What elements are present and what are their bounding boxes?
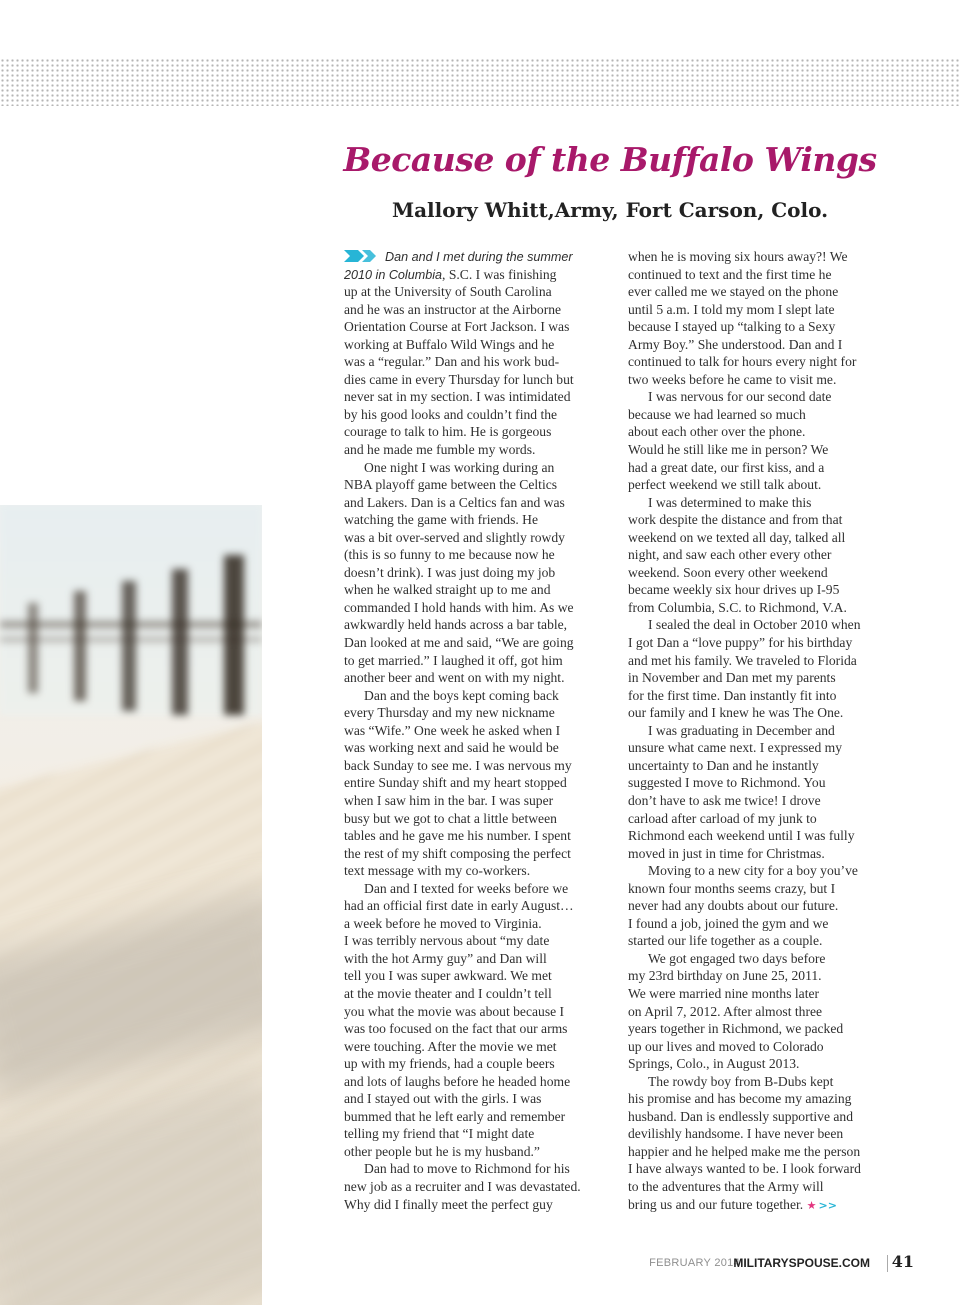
lead-line-2-rest: , S.C. I was finishing: [442, 266, 557, 282]
text-line: I sealed the deal in October 2010 when: [648, 617, 861, 633]
text-line: We got engaged two days before: [648, 950, 826, 966]
text-line: busy but we got to chat a little between: [344, 810, 557, 826]
text-line: you what the movie was about because I: [344, 1003, 565, 1019]
text-line: back Sunday to see me. I was nervous my: [344, 757, 572, 773]
article-column-2: [628, 248, 876, 1213]
text-line: every Thursday and my new nickname: [344, 705, 555, 721]
text-line: perfect weekend we still talk about.: [628, 477, 822, 493]
lead-in-text: Dan and I met during the summer: [385, 250, 573, 264]
text-line: and he made me fumble my words.: [344, 442, 536, 458]
arrow-icon: [344, 249, 382, 263]
text-line: a week before he moved to Virginia.: [344, 915, 542, 931]
article-column-1: [344, 248, 592, 1213]
article-byline: Mallory Whitt,Army, Fort Carson, Colo.: [391, 198, 829, 222]
text-line: courage to talk to him. He is gorgeous: [344, 424, 552, 440]
text-line: two weeks before he came to visit me.: [628, 371, 837, 387]
text-line: about each other over the phone.: [628, 424, 806, 440]
text-line: tell you I was super awkward. We met: [344, 968, 552, 984]
lead-line-2: [344, 266, 592, 284]
text-line: was working next and said he would be: [344, 740, 559, 756]
text-line: from Columbia, S.C. to Richmond, V.A.: [628, 599, 847, 615]
text-line: working at Buffalo Wild Wings and he: [344, 336, 555, 352]
text-line: because I stayed up “talking to a Sexy: [628, 319, 836, 335]
text-line: my 23rd birthday on June 25, 2011.: [628, 968, 822, 984]
text-line: when I saw him in the bar. I was super: [344, 792, 554, 808]
text-line: had an official first date in early August…: [344, 898, 574, 914]
text-line: never had any doubts about our future.: [628, 898, 839, 914]
text-line: happier and he helped make me the person: [628, 1143, 861, 1159]
text-line: his promise and has become my amazing: [628, 1091, 852, 1107]
text-line: bummed that he left early and remember: [344, 1108, 566, 1124]
text-line: was a “regular.” Dan and his work bud-: [344, 354, 560, 370]
text-line: devilishly handsome. I have never been: [628, 1126, 844, 1142]
text-line: Dan and I texted for weeks before we: [364, 880, 569, 896]
text-line: when he walked straight up to me and: [344, 582, 551, 598]
text-line: tables and he gave me his number. I spent: [344, 828, 571, 844]
text-line: Dan and the boys kept coming back: [364, 687, 559, 703]
text-line: I found a job, joined the gym and we: [628, 915, 829, 931]
text-line: I have always wanted to be. I look forward: [628, 1161, 861, 1177]
text-line: continued to talk for hours every night for: [628, 354, 857, 370]
text-line: weekend. Soon every other weekend: [628, 564, 828, 580]
text-line: in November and Dan met my parents: [628, 670, 836, 686]
text-line: awkwardly held hands across a bar table,: [344, 617, 568, 633]
text-line: Richmond each weekend until I was fully: [628, 828, 855, 844]
text-line: for the first time. Dan instantly fit into: [628, 687, 837, 703]
text-line: new job as a recruiter and I was devastated.: [344, 1178, 581, 1194]
text-line: suggested I move to Richmond. You: [628, 775, 826, 791]
text-line: was a bit over-served and slightly rowdy: [344, 529, 565, 545]
text-line: I was nervous for our second date: [648, 389, 832, 405]
lead-in-text-2: 2010 in Columbia: [344, 267, 443, 282]
text-line: entire Sunday shift and my heart stopped: [344, 775, 567, 791]
text-line: commanded I hold hands with him. As we: [344, 599, 574, 615]
text-line: when he is moving six hours away?! We: [628, 249, 848, 264]
text-line: moved in just in time for Christmas.: [628, 845, 825, 861]
text-line: by his good looks and couldn’t find the: [344, 406, 558, 422]
text-line: watching the game with friends. He: [344, 512, 539, 528]
chevrons-icon: >>: [818, 1198, 837, 1212]
text-line: the rest of my shift composing the perfect: [344, 845, 571, 861]
text-line: was too focused on the fact that our arms: [344, 1021, 568, 1037]
article-title: Because of the Buffalo Wings: [343, 140, 877, 179]
text-line: The rowdy boy from B-Dubs kept: [648, 1073, 834, 1089]
text-line: to get married.” I laughed it off, got him: [344, 652, 563, 668]
text-line: and he was an instructor at the Airborne: [344, 301, 562, 317]
text-line: One night I was working during an: [364, 459, 555, 475]
text-line: and met his family. We traveled to Florida: [628, 652, 857, 668]
star-icon: ★: [806, 1198, 817, 1212]
text-line: our family and I knew he was The One.: [628, 705, 844, 721]
text-line: I got Dan a “love puppy” for his birthday: [628, 635, 853, 651]
text-line: NBA playoff game between the Celtics: [344, 477, 558, 493]
text-line: up with my friends, had a couple beers: [344, 1056, 555, 1072]
text-line: husband. Dan is endlessly supportive and: [628, 1108, 854, 1124]
boardwalk-photo: [0, 505, 262, 1305]
text-line: until 5 a.m. I told my mom I slept late: [628, 301, 835, 317]
text-line: on April 7, 2012. After almost three: [628, 1003, 823, 1019]
text-line: unsure what came next. I expressed my: [628, 740, 843, 756]
footer-divider: [887, 1255, 888, 1272]
text-line: Dan looked at me and said, “We are going: [344, 635, 574, 651]
text-line: was “Wife.” One week he asked when I: [344, 722, 561, 738]
text-line: Moving to a new city for a boy you’ve: [648, 863, 858, 879]
text-line: had a great date, our first kiss, and a: [628, 459, 825, 475]
text-line: Army Boy.” She understood. Dan and I: [628, 336, 843, 352]
text-line: continued to text and the first time he: [628, 266, 832, 282]
text-line: never sat in my section. I was intimidated: [344, 389, 571, 405]
text-line: and I stayed out with the girls. I was: [344, 1091, 542, 1107]
text-line: Dan had to move to Richmond for his: [364, 1161, 570, 1177]
text-line: ever called me we stayed on the phone: [628, 284, 839, 300]
text-line: don’t have to ask me twice! I drove: [628, 792, 821, 808]
issue-date: FEBRUARY 2014: [649, 1257, 740, 1269]
text-line: We were married nine months later: [628, 985, 820, 1001]
page-number: 41: [891, 1252, 914, 1271]
end-mark: [803, 1199, 837, 1212]
text-line: carload after carload of my junk to: [628, 810, 817, 826]
text-line: text message with my co-workers.: [344, 863, 531, 879]
text-line: and lots of laughs before he headed home: [344, 1073, 571, 1089]
text-line: I was terribly nervous about “my date: [344, 933, 550, 949]
site-name: MILITARYSPOUSE.COM: [733, 1256, 870, 1270]
lead-line-1: [344, 248, 592, 266]
text-line: Would he still like me in person? We: [628, 442, 829, 458]
text-line: Orientation Course at Fort Jackson. I was: [344, 319, 570, 335]
text-line: I was determined to make this: [648, 494, 812, 510]
text-line: known four months seems crazy, but I: [628, 880, 836, 896]
text-line: (this is so funny to me because now he: [344, 547, 555, 563]
text-line: doesn’t drink). I was just doing my job: [344, 564, 556, 580]
text-line: years together in Richmond, we packed: [628, 1021, 844, 1037]
text-line: Springs, Colo., in August 2013.: [628, 1056, 800, 1072]
text-line: started our life together as a couple.: [628, 933, 823, 949]
text-line: and Lakers. Dan is a Celtics fan and was: [344, 494, 565, 510]
text-line: I was graduating in December and: [648, 722, 835, 738]
text-line: night, and saw each other every other: [628, 547, 832, 563]
text-line: were touching. After the movie we met: [344, 1038, 557, 1054]
text-line: because we had learned so much: [628, 406, 806, 422]
text-line: another beer and went on with my night.: [344, 670, 565, 686]
text-line: uncertainty to Dan and he instantly: [628, 757, 819, 773]
text-line: with the hot Army guy” and Dan will: [344, 950, 547, 966]
text-line: weekend on we texted all day, talked all: [628, 529, 846, 545]
page-footer: [600, 1253, 930, 1277]
text-line: other people but he is my husband.”: [344, 1143, 540, 1159]
text-line: Why did I finally meet the perfect guy: [344, 1196, 553, 1212]
text-line: work despite the distance and from that: [628, 512, 843, 528]
text-line: [628, 1196, 876, 1214]
text-line: dies came in every Thursday for lunch but: [344, 371, 574, 387]
text-line-content: bring us and our future together.: [628, 1196, 804, 1212]
text-line: up at the University of South Carolina: [344, 284, 552, 300]
text-line: became weekly six hour drives up I-95: [628, 582, 840, 598]
text-line: at the movie theater and I couldn’t tell: [344, 985, 552, 1001]
dotted-header-band: [0, 58, 960, 106]
text-line: to the adventures that the Army will: [628, 1178, 824, 1194]
text-line: up our lives and moved to Colorado: [628, 1038, 824, 1054]
text-line: telling my friend that “I might date: [344, 1126, 535, 1142]
